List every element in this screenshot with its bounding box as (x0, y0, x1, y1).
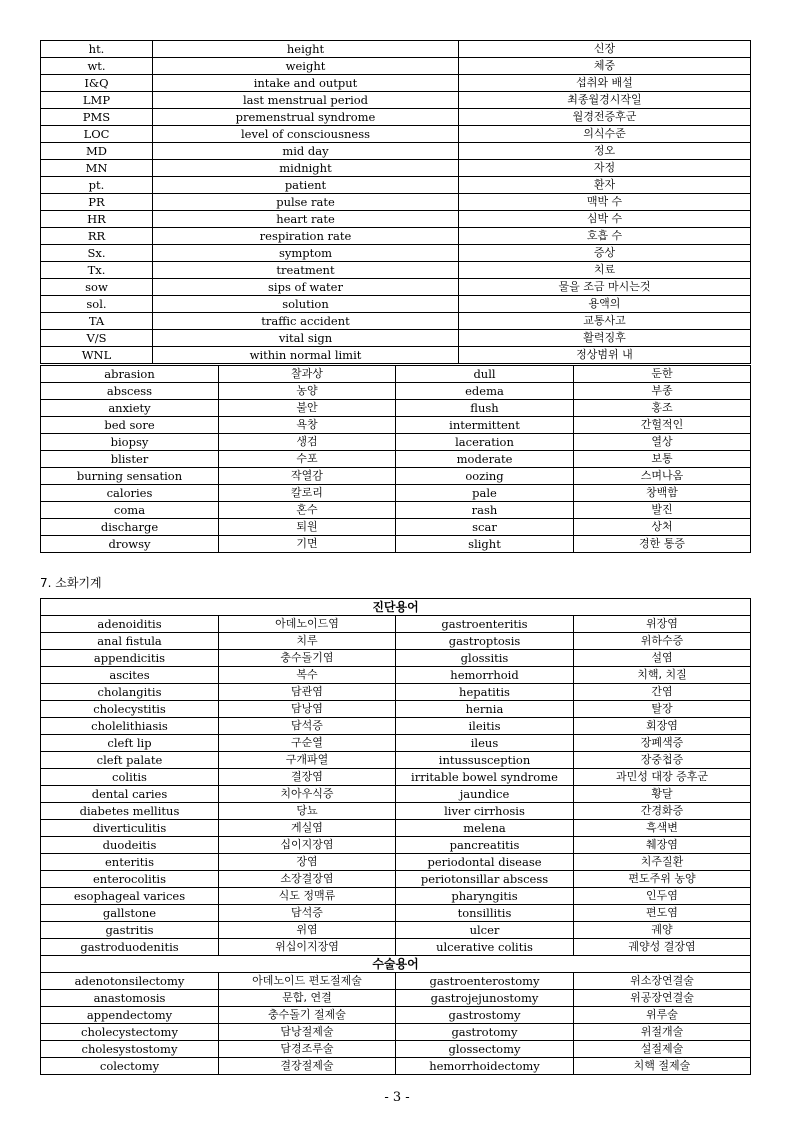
korean-term-cell: 위소장연결술 (574, 973, 751, 990)
abbreviation-table (40, 40, 751, 364)
abbreviation-cell: WNL (41, 347, 153, 364)
english-term-cell: enterocolitis (41, 871, 219, 888)
korean-term-cell: 황달 (574, 786, 751, 803)
table-row (41, 1058, 751, 1075)
full-term-cell: solution (153, 296, 459, 313)
english-term-cell: gastritis (41, 922, 219, 939)
table-row (41, 279, 751, 296)
korean-term-cell: 인두염 (574, 888, 751, 905)
english-term-cell: liver cirrhosis (396, 803, 574, 820)
korean-term-cell: 구개파열 (219, 752, 396, 769)
table-row (41, 400, 751, 417)
table-row (41, 633, 751, 650)
table-row (41, 177, 751, 194)
korean-term-cell: 홍조 (574, 400, 751, 417)
korean-term-cell: 간경화증 (574, 803, 751, 820)
english-term-cell: laceration (396, 434, 574, 451)
korean-term-cell: 과민성 대장 증후군 (574, 769, 751, 786)
korean-term-cell: 게실염 (219, 820, 396, 837)
full-term-cell: treatment (153, 262, 459, 279)
english-term-cell: gastrotomy (396, 1024, 574, 1041)
korean-term-cell: 작열감 (219, 468, 396, 485)
korean-term-cell: 복수 (219, 667, 396, 684)
table-row (41, 854, 751, 871)
english-term-cell: abrasion (41, 366, 219, 383)
abbreviation-cell: V/S (41, 330, 153, 347)
full-term-cell: level of consciousness (153, 126, 459, 143)
english-term-cell: hepatitis (396, 684, 574, 701)
table-row (41, 1007, 751, 1024)
abbreviation-cell: LOC (41, 126, 153, 143)
table-row (41, 366, 751, 383)
abbreviation-cell: PMS (41, 109, 153, 126)
full-term-cell: intake and output (153, 75, 459, 92)
table-row (41, 468, 751, 485)
table-row (41, 803, 751, 820)
korean-term-cell: 치핵 절제술 (574, 1058, 751, 1075)
full-term-cell: sips of water (153, 279, 459, 296)
korean-term-cell: 생검 (219, 434, 396, 451)
korean-term-cell: 의식수준 (459, 126, 751, 143)
korean-term-cell: 위하수증 (574, 633, 751, 650)
english-term-cell: glossitis (396, 650, 574, 667)
abbreviation-cell: ht. (41, 41, 153, 58)
korean-term-cell: 위공장연결술 (574, 990, 751, 1007)
english-term-cell: edema (396, 383, 574, 400)
korean-term-cell: 십이지장염 (219, 837, 396, 854)
english-term-cell: enteritis (41, 854, 219, 871)
table-row (41, 160, 751, 177)
english-term-cell: esophageal varices (41, 888, 219, 905)
korean-term-cell: 용액의 (459, 296, 751, 313)
korean-term-cell: 심박 수 (459, 211, 751, 228)
english-term-cell: discharge (41, 519, 219, 536)
english-term-cell: burning sensation (41, 468, 219, 485)
korean-term-cell: 기면 (219, 536, 396, 553)
english-term-cell: abscess (41, 383, 219, 400)
table-row (41, 211, 751, 228)
table-row (41, 820, 751, 837)
korean-term-cell: 담석증 (219, 905, 396, 922)
korean-term-cell: 담낭절제술 (219, 1024, 396, 1041)
korean-term-cell: 탈장 (574, 701, 751, 718)
english-term-cell: periotonsillar abscess (396, 871, 574, 888)
english-term-cell: cleft palate (41, 752, 219, 769)
korean-term-cell: 담경조루술 (219, 1041, 396, 1058)
english-term-cell: duodeitis (41, 837, 219, 854)
english-term-cell: anal fistula (41, 633, 219, 650)
full-term-cell: mid day (153, 143, 459, 160)
english-term-cell: hemorrhoid (396, 667, 574, 684)
korean-term-cell: 교통사고 (459, 313, 751, 330)
korean-term-cell: 창백함 (574, 485, 751, 502)
abbreviation-cell: MD (41, 143, 153, 160)
english-term-cell: pharyngitis (396, 888, 574, 905)
korean-term-cell: 위루술 (574, 1007, 751, 1024)
english-term-cell: anastomosis (41, 990, 219, 1007)
korean-term-cell: 열상 (574, 434, 751, 451)
table-row (41, 262, 751, 279)
korean-term-cell: 치아우식증 (219, 786, 396, 803)
korean-term-cell: 아데노이드염 (219, 616, 396, 633)
english-term-cell: dental caries (41, 786, 219, 803)
korean-term-cell: 위십이지장염 (219, 939, 396, 956)
english-term-cell: dull (396, 366, 574, 383)
abbreviation-cell: TA (41, 313, 153, 330)
korean-term-cell: 발진 (574, 502, 751, 519)
table-row (41, 871, 751, 888)
korean-term-cell: 장중첩증 (574, 752, 751, 769)
english-term-cell: pale (396, 485, 574, 502)
korean-term-cell: 상처 (574, 519, 751, 536)
korean-term-cell: 부종 (574, 383, 751, 400)
korean-term-cell: 월경전증후군 (459, 109, 751, 126)
english-term-cell: blister (41, 451, 219, 468)
english-term-cell: diabetes mellitus (41, 803, 219, 820)
table-row (41, 888, 751, 905)
english-term-cell: ascites (41, 667, 219, 684)
korean-term-cell: 담낭염 (219, 701, 396, 718)
korean-term-cell: 둔한 (574, 366, 751, 383)
full-term-cell: heart rate (153, 211, 459, 228)
table-row (41, 92, 751, 109)
korean-term-cell: 정오 (459, 143, 751, 160)
korean-term-cell: 정상범위 내 (459, 347, 751, 364)
english-term-cell: gallstone (41, 905, 219, 922)
full-term-cell: within normal limit (153, 347, 459, 364)
korean-term-cell: 치핵, 치질 (574, 667, 751, 684)
table-row (41, 752, 751, 769)
korean-term-cell: 혼수 (219, 502, 396, 519)
korean-term-cell: 위장염 (574, 616, 751, 633)
english-term-cell: gastroptosis (396, 633, 574, 650)
korean-term-cell: 편도주위 농양 (574, 871, 751, 888)
table-row (41, 837, 751, 854)
english-term-cell: adenotonsilectomy (41, 973, 219, 990)
korean-term-cell: 퇴원 (219, 519, 396, 536)
table-row (41, 973, 751, 990)
english-term-cell: gastroenteritis (396, 616, 574, 633)
english-term-cell: gastrostomy (396, 1007, 574, 1024)
korean-term-cell: 흑색변 (574, 820, 751, 837)
abbreviation-cell: wt. (41, 58, 153, 75)
english-term-cell: glossectomy (396, 1041, 574, 1058)
korean-term-cell: 호흡 수 (459, 228, 751, 245)
english-term-cell: coma (41, 502, 219, 519)
korean-term-cell: 구순열 (219, 735, 396, 752)
diagnosis-header: 진단용어 (41, 599, 751, 616)
english-term-cell: intussusception (396, 752, 574, 769)
english-term-cell: diverticulitis (41, 820, 219, 837)
english-term-cell: cholecystitis (41, 701, 219, 718)
korean-term-cell: 물을 조금 마시는것 (459, 279, 751, 296)
korean-term-cell: 문합, 연결 (219, 990, 396, 1007)
english-term-cell: colectomy (41, 1058, 219, 1075)
korean-term-cell: 찰과상 (219, 366, 396, 383)
english-term-cell: tonsillitis (396, 905, 574, 922)
korean-term-cell: 장염 (219, 854, 396, 871)
full-term-cell: pulse rate (153, 194, 459, 211)
table-row (41, 502, 751, 519)
korean-term-cell: 담석증 (219, 718, 396, 735)
table-row (41, 922, 751, 939)
table-row (41, 990, 751, 1007)
english-term-cell: rash (396, 502, 574, 519)
korean-term-cell: 궤양성 결장염 (574, 939, 751, 956)
korean-term-cell: 체중 (459, 58, 751, 75)
full-term-cell: premenstrual syndrome (153, 109, 459, 126)
table-row (41, 194, 751, 211)
english-term-cell: pancreatitis (396, 837, 574, 854)
table-row (41, 109, 751, 126)
korean-term-cell: 당뇨 (219, 803, 396, 820)
english-term-cell: adenoiditis (41, 616, 219, 633)
korean-term-cell: 설절제술 (574, 1041, 751, 1058)
english-term-cell: gastrojejunostomy (396, 990, 574, 1007)
table-row (41, 684, 751, 701)
korean-term-cell: 충수돌기염 (219, 650, 396, 667)
table-row (41, 330, 751, 347)
korean-term-cell: 활력징후 (459, 330, 751, 347)
korean-term-cell: 불안 (219, 400, 396, 417)
english-term-cell: cholesystostomy (41, 1041, 219, 1058)
korean-term-cell: 환자 (459, 177, 751, 194)
korean-term-cell: 아데노이드 편도절제술 (219, 973, 396, 990)
full-term-cell: midnight (153, 160, 459, 177)
english-term-cell: hernia (396, 701, 574, 718)
table-row (41, 126, 751, 143)
english-term-cell: slight (396, 536, 574, 553)
abbreviation-cell: Tx. (41, 262, 153, 279)
korean-term-cell: 소장결장염 (219, 871, 396, 888)
table-row (41, 58, 751, 75)
table-row (41, 383, 751, 400)
korean-term-cell: 스며나옴 (574, 468, 751, 485)
table-row (41, 718, 751, 735)
table-row (41, 313, 751, 330)
korean-term-cell: 맥박 수 (459, 194, 751, 211)
table-row (41, 939, 751, 956)
korean-term-cell: 궤양 (574, 922, 751, 939)
korean-term-cell: 치료 (459, 262, 751, 279)
korean-term-cell: 결장염 (219, 769, 396, 786)
abbreviation-cell: I&Q (41, 75, 153, 92)
table-row (41, 616, 751, 633)
full-term-cell: weight (153, 58, 459, 75)
english-term-cell: scar (396, 519, 574, 536)
table-row (41, 41, 751, 58)
korean-term-cell: 농양 (219, 383, 396, 400)
korean-term-cell: 욕창 (219, 417, 396, 434)
table-row (41, 417, 751, 434)
table-row (41, 296, 751, 313)
table-row (41, 1024, 751, 1041)
abbreviation-cell: RR (41, 228, 153, 245)
english-term-cell: gastroenterostomy (396, 973, 574, 990)
korean-term-cell: 편도염 (574, 905, 751, 922)
table-row (41, 667, 751, 684)
korean-term-cell: 식도 정맥류 (219, 888, 396, 905)
english-term-cell: oozing (396, 468, 574, 485)
full-term-cell: respiration rate (153, 228, 459, 245)
english-term-cell: melena (396, 820, 574, 837)
page-number: - 3 - (384, 1090, 410, 1105)
english-term-cell: cholelithiasis (41, 718, 219, 735)
english-term-cell: cholecystectomy (41, 1024, 219, 1041)
digestive-terms-table (40, 598, 751, 1075)
korean-term-cell: 경한 통증 (574, 536, 751, 553)
english-term-cell: cholangitis (41, 684, 219, 701)
full-term-cell: patient (153, 177, 459, 194)
english-term-cell: moderate (396, 451, 574, 468)
full-term-cell: vital sign (153, 330, 459, 347)
english-term-cell: flush (396, 400, 574, 417)
korean-term-cell: 치주질환 (574, 854, 751, 871)
korean-term-cell: 위절개술 (574, 1024, 751, 1041)
korean-term-cell: 담관염 (219, 684, 396, 701)
abbreviation-cell: MN (41, 160, 153, 177)
english-term-cell: ileitis (396, 718, 574, 735)
korean-term-cell: 칼로리 (219, 485, 396, 502)
table-row (41, 485, 751, 502)
english-term-cell: irritable bowel syndrome (396, 769, 574, 786)
full-term-cell: height (153, 41, 459, 58)
korean-term-cell: 치루 (219, 633, 396, 650)
table-row (41, 143, 751, 160)
abbreviation-cell: Sx. (41, 245, 153, 262)
english-term-cell: cleft lip (41, 735, 219, 752)
english-term-cell: calories (41, 485, 219, 502)
table-row (41, 701, 751, 718)
english-term-cell: appendectomy (41, 1007, 219, 1024)
korean-term-cell: 신장 (459, 41, 751, 58)
table-row (41, 786, 751, 803)
english-term-cell: anxiety (41, 400, 219, 417)
abbreviation-cell: sow (41, 279, 153, 296)
korean-term-cell: 수포 (219, 451, 396, 468)
korean-term-cell: 장폐색증 (574, 735, 751, 752)
table-row (41, 245, 751, 262)
table-row (41, 228, 751, 245)
surgery-header: 수술용어 (41, 956, 751, 973)
korean-term-cell: 섭취와 배설 (459, 75, 751, 92)
korean-term-cell: 결장절제술 (219, 1058, 396, 1075)
korean-term-cell: 회장염 (574, 718, 751, 735)
table-row (41, 75, 751, 92)
table-row (41, 735, 751, 752)
english-term-cell: appendicitis (41, 650, 219, 667)
english-term-cell: bed sore (41, 417, 219, 434)
abbreviation-cell: sol. (41, 296, 153, 313)
korean-term-cell: 자정 (459, 160, 751, 177)
english-term-cell: periodontal disease (396, 854, 574, 871)
korean-term-cell: 충수돌기 절제술 (219, 1007, 396, 1024)
english-term-cell: biopsy (41, 434, 219, 451)
english-term-cell: hemorrhoidectomy (396, 1058, 574, 1075)
table-row (41, 451, 751, 468)
english-term-cell: drowsy (41, 536, 219, 553)
korean-term-cell: 간헐적인 (574, 417, 751, 434)
korean-term-cell: 보통 (574, 451, 751, 468)
abbreviation-cell: HR (41, 211, 153, 228)
english-term-cell: ulcerative colitis (396, 939, 574, 956)
korean-term-cell: 최종월경시작일 (459, 92, 751, 109)
korean-term-cell: 증상 (459, 245, 751, 262)
table-row (41, 347, 751, 364)
korean-term-cell: 췌장염 (574, 837, 751, 854)
general-terms-table (40, 365, 751, 553)
full-term-cell: symptom (153, 245, 459, 262)
full-term-cell: last menstrual period (153, 92, 459, 109)
korean-term-cell: 간염 (574, 684, 751, 701)
table-row (41, 434, 751, 451)
table-row (41, 650, 751, 667)
english-term-cell: intermittent (396, 417, 574, 434)
abbreviation-cell: PR (41, 194, 153, 211)
korean-term-cell: 위염 (219, 922, 396, 939)
table-row (41, 519, 751, 536)
english-term-cell: ulcer (396, 922, 574, 939)
section-title: 7. 소화기계 (40, 576, 102, 590)
english-term-cell: ileus (396, 735, 574, 752)
full-term-cell: traffic accident (153, 313, 459, 330)
abbreviation-cell: LMP (41, 92, 153, 109)
english-term-cell: colitis (41, 769, 219, 786)
abbreviation-cell: pt. (41, 177, 153, 194)
english-term-cell: jaundice (396, 786, 574, 803)
table-row (41, 536, 751, 553)
table-row (41, 905, 751, 922)
english-term-cell: gastroduodenitis (41, 939, 219, 956)
korean-term-cell: 설염 (574, 650, 751, 667)
table-row (41, 769, 751, 786)
table-row (41, 1041, 751, 1058)
